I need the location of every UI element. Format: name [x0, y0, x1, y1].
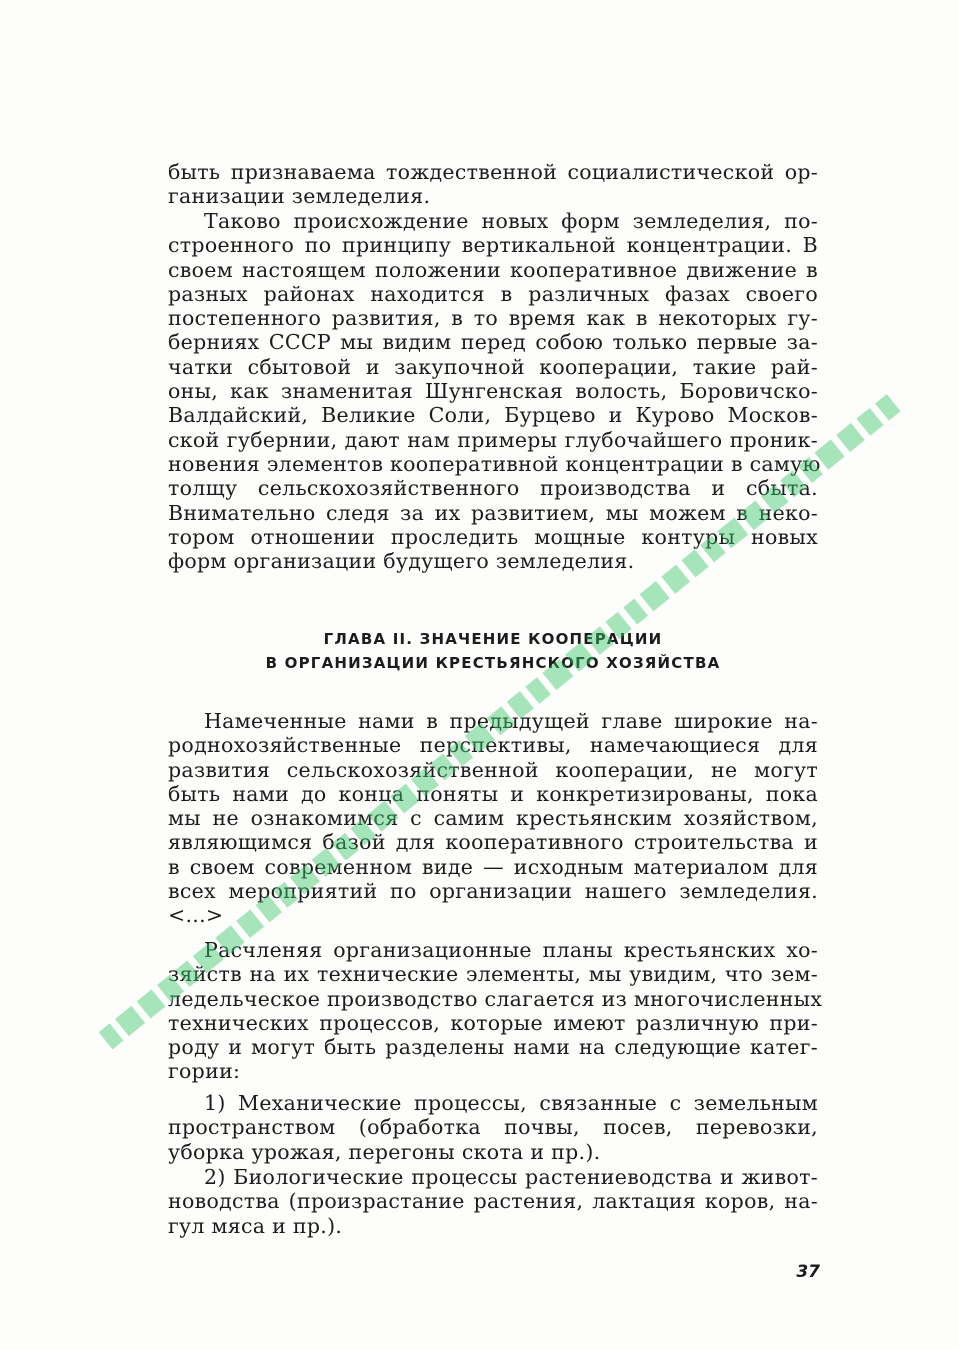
chapter-heading — [168, 627, 818, 675]
chapter-heading-line-1: ГЛАВА II. ЗНАЧЕНИЕ КООПЕРАЦИИ — [323, 630, 663, 648]
watermark-segment — [856, 408, 883, 436]
text-line: толщу сельскохозяйственного производства и сбыта. — [168, 476, 818, 501]
text-line: форм организации будущего земледелия. — [168, 549, 635, 574]
text-line: гул мяса и пр.). — [168, 1213, 343, 1238]
text-line: технических процессов, которые имеют различную при- — [168, 1010, 818, 1035]
continuation-paragraph — [168, 160, 818, 209]
text-line: роднохозяйственные перспективы, намечающиеся для — [168, 733, 818, 758]
text-line: в своем современном виде — исходным материалом для — [168, 854, 818, 879]
text-line: ганизации земледелия. — [168, 184, 431, 209]
text-line: ледельческое производство слагается из многочисленных — [168, 986, 823, 1011]
watermark-segment — [115, 1006, 145, 1036]
text-line: 1) Механические процессы, связанные с земельным — [204, 1091, 818, 1115]
watermark-segment — [99, 1023, 124, 1049]
text-line: оны, как знаменитая Шунгенская волость, Боровичско- — [168, 379, 818, 404]
watermark-segment — [137, 989, 166, 1018]
text-line: быть признаваема тождественной социалистической ор- — [168, 160, 818, 184]
omission-mark: <...> — [168, 903, 224, 928]
text-line: новодства (произрастание растения, лактация коров, на- — [168, 1189, 818, 1214]
chapter-heading-line-2: В ОРГАНИЗАЦИИ КРЕСТЬЯНСКОГО ХОЗЯЙСТВА — [265, 654, 721, 672]
watermark-segment — [640, 581, 670, 611]
text-line: своем настоящем положении кооперативное движение в — [168, 257, 818, 282]
watermark-segment — [525, 677, 551, 704]
text-line: новения элементов кооперативной концентрации в самую — [168, 451, 821, 476]
text-line: Расчленяя организационные планы крестьянских хо- — [204, 938, 818, 962]
text-line: Валдайский, Великие Соли, Бурцево и Курово Москов- — [168, 403, 818, 428]
text-line: Таково происхождение новых форм земледелия, по- — [204, 209, 818, 233]
text-line: зяйств на их технические элементы, мы увидим, что зем- — [168, 962, 818, 987]
text-line: пространством (обработка почвы, посев, перевозки, — [168, 1115, 818, 1140]
watermark-segment — [836, 423, 865, 452]
watermark-segment — [623, 599, 648, 625]
text-line: всех мероприятий по организации нашего земледелия. — [168, 879, 818, 904]
text-line: быть нами до конца поняты и конкретизированы, пока — [168, 781, 818, 806]
text-line: строенного по принципу вертикальной концентрации. В — [168, 233, 818, 258]
text-line: мы не ознакомимся с самим крестьянским хозяйством, — [168, 806, 818, 831]
paragraph-perspectives — [168, 709, 818, 928]
list-item-mechanical — [168, 1091, 818, 1164]
text-line: 2) Биологические процессы растениеводства и живот- — [204, 1165, 818, 1189]
text-line: гории: — [168, 1059, 241, 1084]
text-line: тором отношении проследить мощные контуры новых — [168, 524, 818, 549]
text-line: уборка урожая, перегоны скота и пр.). — [168, 1139, 601, 1164]
text-line: Намеченные нами в предыдущей главе широкие на- — [204, 709, 818, 733]
watermark-segment — [875, 394, 901, 421]
text-line: развития сельскохозяйственной кооперации, не могут — [168, 757, 818, 782]
paragraph-technical-processes — [168, 938, 823, 1084]
text-line: ской губернии, дают нам примеры глубочайшего проник- — [168, 427, 818, 452]
page-number: 37 — [796, 1262, 820, 1282]
text-line: разных районах находится в различных фазах своего — [168, 281, 818, 306]
text-line: постепенного развития, в то время как в некоторых гу- — [168, 306, 818, 331]
text-line: роду и могут быть разделены нами на следующие катег- — [168, 1035, 818, 1060]
text-line: чатки сбытовой и закупочной кооперации, такие рай- — [168, 354, 818, 379]
text-line: являющимся базой для кооперативного строительства и — [168, 830, 818, 855]
text-line: берниях СССР мы видим перед собою только первые за- — [168, 330, 818, 355]
list-item-biological — [168, 1165, 818, 1238]
paragraph-origin-of-forms — [168, 209, 821, 574]
text-line: Внимательно следя за их развитием, мы можем в неко- — [168, 500, 818, 525]
